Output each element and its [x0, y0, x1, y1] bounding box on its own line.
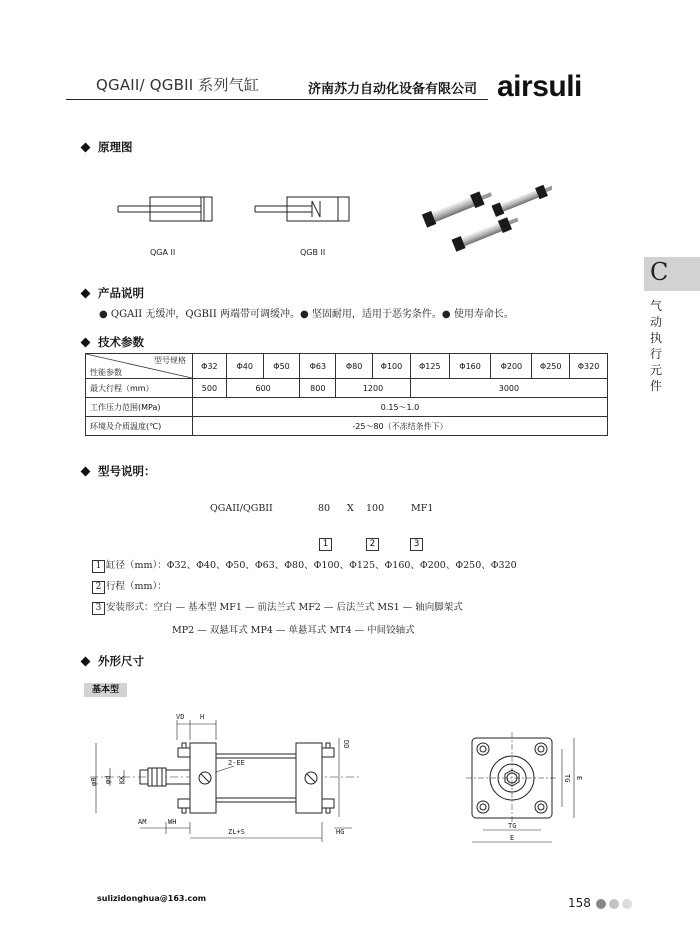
- label-qga: QGA II: [150, 248, 176, 257]
- bore-cell: Φ40: [226, 354, 263, 379]
- table-row: [86, 417, 608, 436]
- corner-diagonal: [86, 354, 192, 378]
- stroke-cell: 800: [300, 379, 336, 398]
- bore-cell: Φ160: [449, 354, 491, 379]
- row-label: 最大行程（mm）: [86, 379, 193, 398]
- dim-wh: WH: [168, 818, 177, 826]
- basic-type-badge: 基本型: [84, 683, 127, 697]
- dim-d: φd: [104, 775, 112, 784]
- stroke-cell: 3000: [410, 379, 607, 398]
- section-principle: 原理图: [82, 139, 133, 155]
- stroke-cell: 1200: [336, 379, 411, 398]
- label-qgb: QGB II: [300, 248, 326, 257]
- header-rule: [66, 99, 488, 100]
- bore-cell: Φ200: [491, 354, 532, 379]
- dim-tg-h: TG: [508, 822, 517, 830]
- temperature-cell: -25～80（不冻结条件下）: [193, 417, 608, 436]
- cylinder-product-photo: [412, 180, 552, 252]
- series-title: QGAII/ QGBII 系列气缸: [96, 76, 260, 94]
- dim-kk: KK: [118, 775, 126, 784]
- dim-h: H: [200, 713, 205, 721]
- side-view-drawing: [80, 710, 370, 850]
- table-corner-cell: [86, 354, 193, 379]
- page-dot-mid: [609, 899, 619, 909]
- code-box-1: 1: [319, 531, 333, 551]
- model-stroke: 100: [366, 503, 385, 514]
- stroke-cell: 500: [193, 379, 227, 398]
- dim-zls: ZL+S: [228, 828, 245, 836]
- end-view-drawing: [466, 730, 591, 852]
- row-label: 环境及介质温度(℃): [86, 417, 193, 436]
- table-row: [86, 398, 608, 417]
- section-model: 型号说明：: [82, 463, 156, 479]
- model-line-2: 2 行程（mm）：: [92, 578, 167, 594]
- dim-b: φB: [90, 777, 98, 786]
- row-label: 工作压力范围(MPa): [86, 398, 193, 417]
- page-dot-light: [622, 899, 632, 909]
- principle-diagram-qgb: [250, 188, 360, 228]
- corner-head-bottom: 性能参数: [90, 368, 122, 377]
- bore-cell: Φ80: [336, 354, 373, 379]
- diamond-bullet-icon: [81, 656, 91, 666]
- model-line-3: 3 安装形式：空白 — 基本型 MF1 — 前法兰式 MF2 — 后法兰式 MS1 — 轴向脚架式: [92, 599, 463, 615]
- diamond-bullet-icon: [81, 142, 91, 152]
- dim-hg: HG: [336, 828, 345, 836]
- section-tech-params: 技术参数: [82, 334, 144, 350]
- corner-head-top: 型号规格: [154, 356, 186, 365]
- bore-cell: Φ250: [532, 354, 570, 379]
- dim-e-v: E: [575, 776, 583, 781]
- model-bore: 80: [318, 503, 331, 514]
- dim-ee: 2-EE: [228, 759, 245, 767]
- model-x: X: [347, 503, 354, 514]
- bore-cell: Φ32: [193, 354, 227, 379]
- bore-cell: Φ320: [570, 354, 608, 379]
- pressure-cell: 0.15～1.0: [193, 398, 608, 417]
- code-box-2: 2: [366, 531, 380, 551]
- bore-cell: Φ50: [263, 354, 300, 379]
- bore-cell: Φ125: [410, 354, 449, 379]
- model-line-1: 1 缸径（mm）：Φ32、Φ40、Φ50、Φ63、Φ80、Φ100、Φ125、Φ160、Φ200、Φ250、Φ320: [92, 557, 517, 573]
- section-description: 产品说明: [82, 285, 144, 301]
- dim-tg-v: TG: [563, 774, 571, 783]
- model-mount: MF1: [411, 503, 434, 514]
- principle-diagram-qga: [113, 188, 223, 228]
- model-series: QGAII/QGBII: [210, 503, 273, 514]
- dim-vd: VD: [176, 713, 185, 721]
- table-header-row: [86, 354, 608, 379]
- description-text: ● QGAII 无缓冲，QGBII 两端带可调缓冲。● 坚固耐用，适用于恶劣条件。● 使用寿命长。: [99, 309, 514, 320]
- company-name: 济南苏力自动化设备有限公司: [308, 82, 478, 97]
- page-dot-dark: [596, 899, 606, 909]
- diamond-bullet-icon: [81, 337, 91, 347]
- bore-cell: Φ100: [373, 354, 411, 379]
- brand-logo: airsuli: [497, 70, 582, 103]
- side-tab-letter: C: [650, 258, 669, 286]
- stroke-cell: 600: [226, 379, 300, 398]
- code-box-3: 3: [410, 531, 424, 551]
- diamond-bullet-icon: [81, 288, 91, 298]
- dim-am: AM: [138, 818, 147, 826]
- spec-table: [85, 353, 608, 436]
- side-tab-text: 气动执行元件: [650, 299, 663, 393]
- page-number: 158: [568, 896, 591, 910]
- footer-email: sulizidonghua@163.com: [97, 894, 207, 903]
- diamond-bullet-icon: [81, 466, 91, 476]
- dim-e-h: E: [510, 834, 515, 842]
- dim-dd: DD: [342, 740, 350, 749]
- model-line-4: MP2 — 双悬耳式 MP4 — 单悬耳式 MT4 — 中间铰轴式: [172, 625, 415, 636]
- table-row: [86, 379, 608, 398]
- section-dimensions: 外形尺寸: [82, 653, 144, 669]
- bore-cell: Φ63: [300, 354, 336, 379]
